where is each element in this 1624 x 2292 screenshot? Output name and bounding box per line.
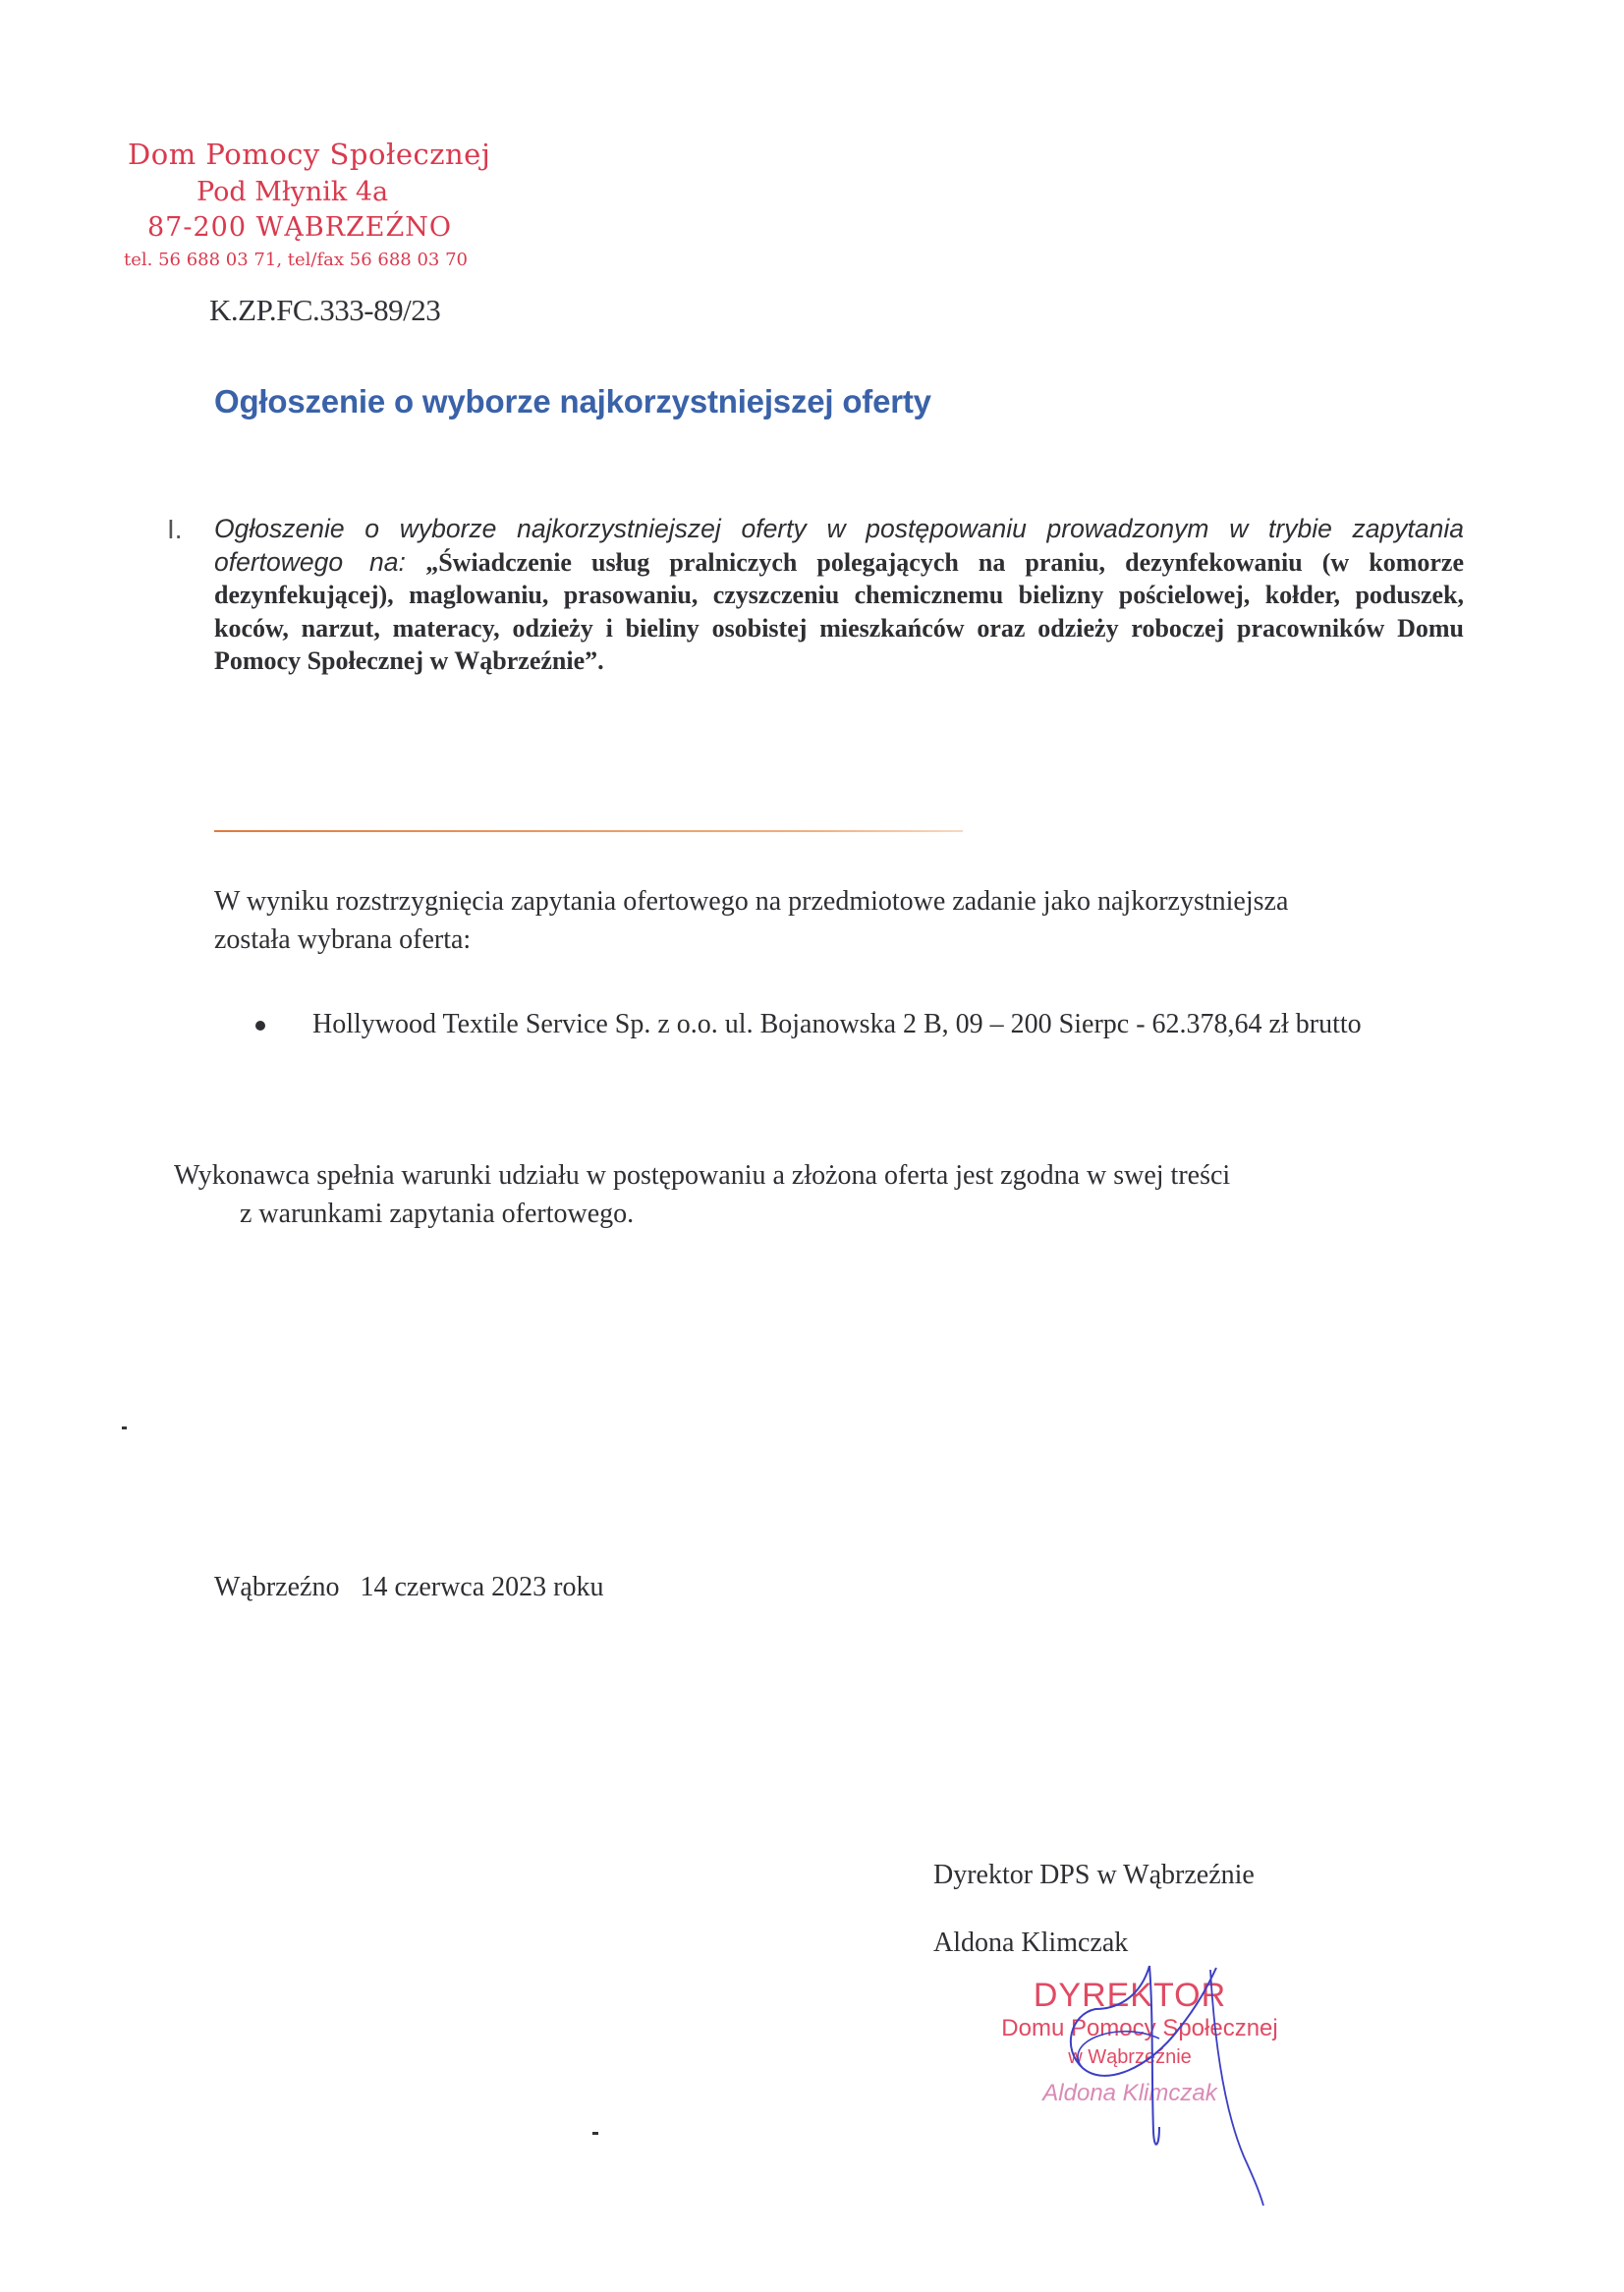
director-stamp-name: Aldona Klimczak [1042,2080,1217,2106]
date: 14 czerwca 2023 roku [360,1572,604,1602]
bullet-icon [255,1021,265,1031]
selected-offer-text: Hollywood Textile Service Sp. z o.o. ul. Bojanowska 2 B, 09 – 200 Sierpc - 62.378,64 zł brutto [312,1009,1362,1039]
director-stamp-title: DYREKTOR [1033,1977,1227,2014]
divider-line [214,830,963,832]
selected-offer-item [255,1005,1474,1084]
stamp-city: 87-200 WĄBRZEŹNO [147,212,453,243]
reference-number: K.ZP.FC.333-89/23 [209,293,441,327]
stamp-street: Pod Młynik 4a [196,177,389,207]
director-stamp-institution: Domu Pomocy Społecznej [1001,2015,1278,2041]
compliance-line-2: z warunkami zapytania ofertowego. [240,1199,635,1229]
section-body [214,513,1464,678]
compliance-paragraph [174,1156,1471,1233]
signatory-name: Aldona Klimczak [933,1928,1129,1958]
stamp-phone: tel. 56 688 03 71, tel/fax 56 688 03 70 [124,250,468,270]
signatory-role: Dyrektor DPS w Wąbrzeźnie [933,1860,1255,1890]
scan-mark [592,2132,598,2135]
place: Wąbrzeźno [214,1572,340,1602]
document-title: Ogłoszenie o wyborze najkorzystniejszej oferty [214,383,931,419]
result-paragraph: W wyniku rozstrzygnięcia zapytania ofertowego na przedmiotowe zadanie jako najkorzystniejsza została wybrana oferta: [214,886,1289,955]
section-number: I. [167,514,183,544]
procurement-subject: „Świadczenie usług pralniczych polegających na praniu, dezynfekowaniu (w komorze dezynfekującej), maglowaniu, prasowaniu, czyszczeniu chemicznemu bielizny pościelowej, kołder, poduszek, koców, narzut, materacy, odzieży i bieliny osobistej mieszkańców oraz odzieży roboczej pracowników Domu Pomocy Społecznej w Wąbrzeźnie”. [214,547,1464,675]
director-stamp-city: w Wąbrzeźnie [1068,2046,1192,2068]
director-stamp [963,1977,1297,2112]
scan-mark [122,1426,127,1429]
institution-stamp [118,138,550,285]
section-intro: Ogłoszenie o wyborze najkorzystniejszej oferty w postępowaniu prowadzonym w trybie zapytania ofertowego na: [214,514,1464,577]
place-date [214,1572,603,1603]
compliance-line-1: Wykonawca spełnia warunki udziału w postępowaniu a złożona oferta jest zgodna w swej treści [174,1160,1231,1191]
stamp-institution-name: Dom Pomocy Społecznej [128,138,491,171]
